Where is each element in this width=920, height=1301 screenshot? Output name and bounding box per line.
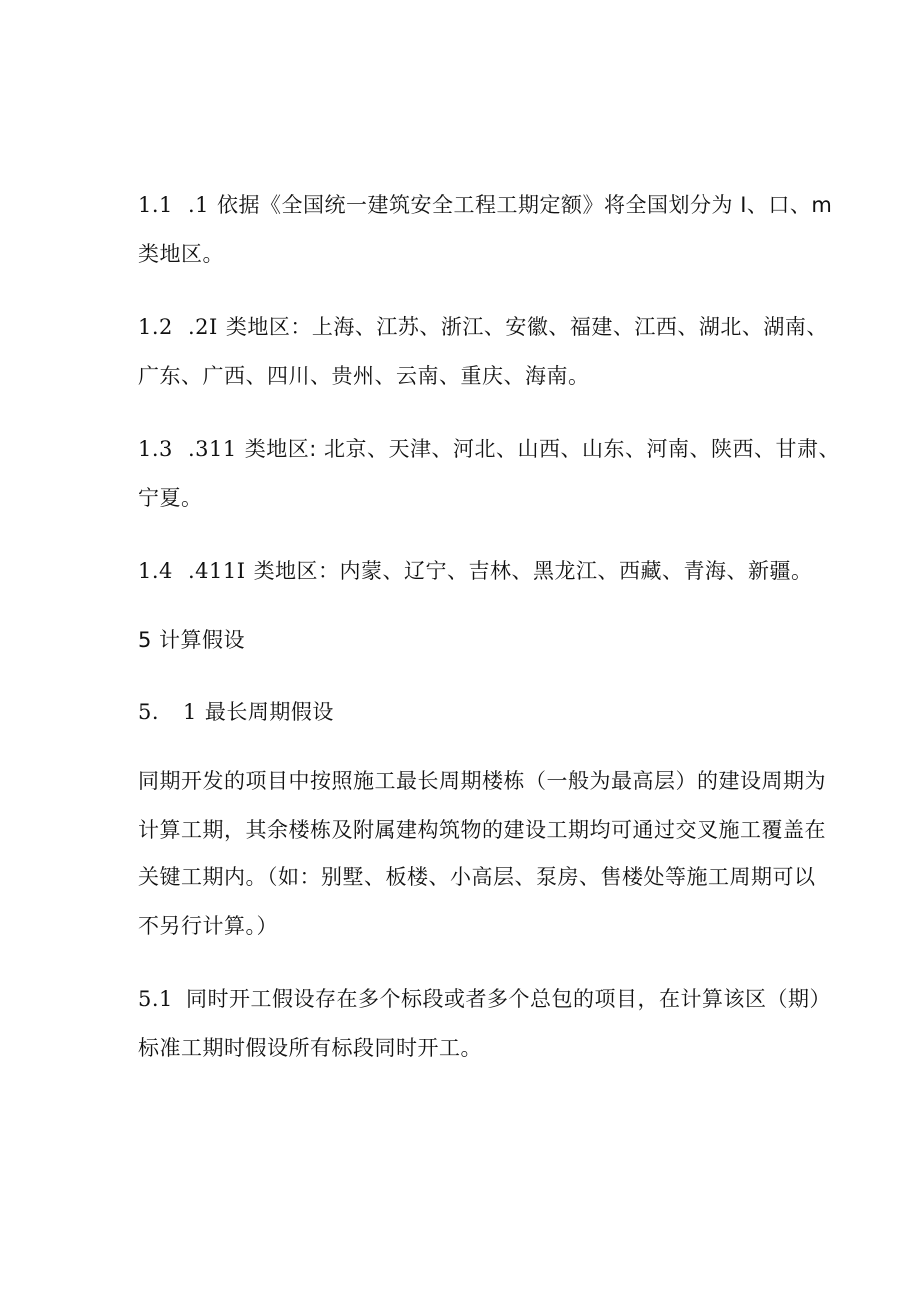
subsection-number: .311	[188, 437, 237, 461]
section-text: 类地区: 北京、天津、河北、山西、山东、河南、陕西、甘肃、	[244, 437, 841, 461]
section-text: 宁夏。	[138, 486, 203, 510]
section-1-1-line-1	[138, 190, 832, 220]
section-text: 同时开工假设存在多个标段或者多个总包的项目，在计算该区（期）	[186, 987, 831, 1011]
section-number: 1.3	[138, 437, 173, 461]
section-5-1b-line-1	[138, 984, 831, 1014]
paragraph-line-4	[138, 911, 278, 941]
subsection-number: 1	[183, 700, 197, 724]
section-title: 最长周期假设	[204, 700, 334, 724]
section-text: 依据《全国统一建筑安全工程工期定额》将全国划分为 I、口、m	[217, 193, 833, 217]
paragraph-line-3	[138, 862, 816, 892]
subsection-number: .411I	[188, 559, 246, 583]
section-heading: 5 计算假设	[138, 628, 246, 652]
paragraph-text: 同期开发的项目中按照施工最长周期楼栋（一般为最高层）的建设周期为	[138, 769, 826, 793]
section-text: 广东、广西、四川、贵州、云南、重庆、海南。	[138, 364, 590, 388]
paragraph-line-2	[138, 815, 826, 845]
paragraph-text: 关键工期内。（如：别墅、板楼、小高层、泵房、售楼处等施工周期可以	[138, 865, 816, 889]
section-5-heading	[138, 625, 245, 655]
section-text: 标准工期时假设所有标段同时开工。	[138, 1036, 482, 1060]
paragraph-text: 不另行计算。）	[138, 914, 278, 938]
section-text: 类地区：内蒙、辽宁、吉林、黑龙江、西藏、青海、新疆。	[253, 559, 813, 583]
section-5-1b-line-2	[138, 1033, 482, 1063]
section-5-1-heading	[138, 697, 334, 727]
section-1-2-line-2	[138, 361, 590, 391]
section-1-2-line-1	[138, 312, 828, 342]
section-1-3-line-2	[138, 483, 203, 513]
subsection-number: .1	[188, 193, 210, 217]
section-number: 5.	[138, 700, 160, 724]
section-1-4-line-1	[138, 556, 813, 586]
paragraph-text: 计算工期，其余楼栋及附属建构筑物的建设工期均可通过交叉施工覆盖在	[138, 818, 826, 842]
section-number: 1.2	[138, 315, 173, 339]
section-1-1-line-2	[138, 239, 224, 269]
section-number: 1.4	[138, 559, 173, 583]
section-1-3-line-1	[138, 434, 840, 464]
section-text: 类地区：上海、江苏、浙江、安徽、福建、江西、湖北、湖南、	[225, 315, 828, 339]
section-number: 5.1	[138, 987, 173, 1011]
section-text: 类地区。	[138, 242, 224, 266]
paragraph-line-1	[138, 766, 826, 796]
section-number: 1.1	[138, 193, 173, 217]
subsection-number: .2I	[188, 315, 218, 339]
